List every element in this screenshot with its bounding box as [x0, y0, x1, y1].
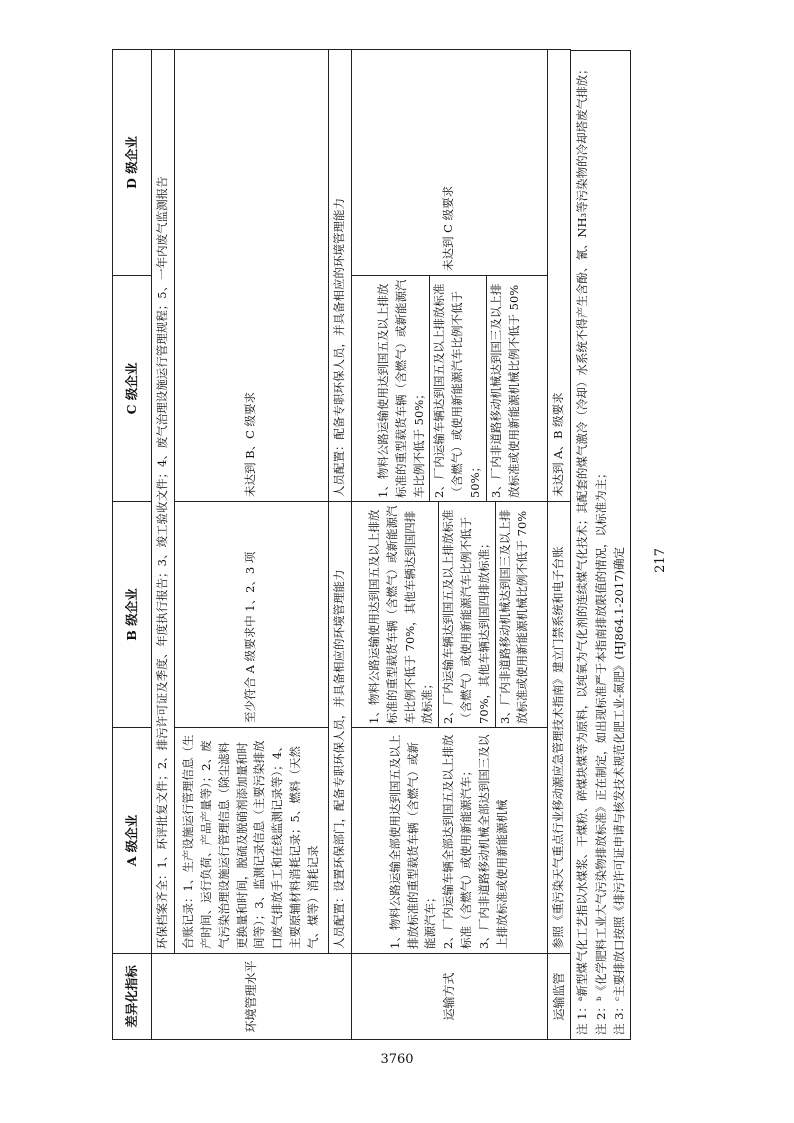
env-staff-ab: 人员配置：设置环保部门，配备专职环保人员，并具备相应的环境管理能力	[328, 502, 351, 954]
transport-a-2: 2、厂内运输车辆全部达到国五及以上排放标准（含燃气）或使用新能源汽车；	[441, 734, 474, 949]
header-a: A 级企业	[113, 728, 152, 954]
env-staff-cd: 人员配置：配备专职环保人员，并具备相应的环境管理能力	[328, 50, 351, 502]
transport-b-3: 3、厂内非道路移动机械达到国三及以上排放标准或使用新能源机械比例不低于 70%	[497, 509, 530, 724]
transport-b-1: 1、物料公路运输使用达到国五及以上排放标准的重型载货车辆（含燃气）或新能源汽车比例不低于 70%，其他车辆达到国四排放标准；	[365, 502, 439, 727]
header-c: C 级企业	[113, 276, 152, 502]
table-row	[328, 50, 351, 1040]
env-ledger-cd: 未达到 B、C 级要求	[174, 50, 328, 502]
transport-a-3: 3、厂内非道路移动机械全部达到国三及以上排放标准或使用新能源机械	[476, 734, 509, 949]
monitor-cd: 未达到 A、B 级要求	[547, 50, 571, 502]
diff-indicator-table	[112, 49, 571, 1040]
table-row	[351, 50, 547, 1040]
table-row	[547, 50, 571, 1040]
transport-c-2: 2、厂内运输车辆达到国五及以上排放标准（含燃气）或使用新能源汽车比例不低于 50%；	[430, 276, 486, 501]
transport-a	[351, 728, 547, 954]
transport-c-list	[374, 276, 525, 501]
env-ledger-b: 至少符合 A 级要求中 1、2、3 项	[174, 502, 328, 728]
note-1: 注 1：ᵃ新型煤气化工艺指以水煤浆、干煤粉、碎煤块煤等为原料，以纯氧为气化剂的连续煤气化技术；其配套的煤气激冷（冷却）水系统不得产生含酚、氰、NH₃等污染物的冷却塔废气排放；	[575, 63, 590, 1035]
rotated-table-area	[112, 50, 794, 1050]
monitor-label: 运输监管	[547, 954, 571, 1040]
table-notes	[571, 50, 631, 1040]
transport-label: 运输方式	[351, 954, 547, 1040]
rotated-page-number: 217	[652, 548, 668, 573]
env-archive: 环保档案齐全：1、环评批复文件；2、排污许可证及季度、年度执行报告；3、竣工验收文件；4、废气治理设施运行管理规程；5、一年内废气监测报告	[152, 50, 175, 954]
transport-b-list	[365, 502, 533, 727]
transport-c-3: 3、厂内非道路移动机械达到国三及以上排放标准或使用新能源机械比例不低于 50%	[488, 283, 521, 498]
transport-c-1: 1、物料公路运输使用达到国五及以上排放标准的重型载货车辆（含燃气）或新能源汽车比例不低于 50%；	[374, 276, 430, 501]
transport-b	[351, 502, 547, 728]
note-2: 注 2：ᵇ《化学肥料工业大气污染物排放标准》正在制定，如出现标准严于本指南排放限值的情况，以标准为主；	[593, 467, 608, 1035]
env-ledger-a: 台账记录：1、生产设施运行管理信息（生产时间、运行负荷、产品产量等）；2、废气污染治理设施运行管理信息（除尘滤料更换量和时间，脱硫及脱硝剂添加量和时间等）；3、监测记录信息（主要污染排放口废气排放手工和在线监测记录等）；4、主要原辅材料消耗记录；5、燃料（天然气、煤等）消耗记录	[174, 728, 328, 954]
monitor-ab: 参照《重污染天气重点行业移动源应急管理技术指南》建立门禁系统和电子台账	[547, 502, 571, 954]
transport-d: 未达到 C 级要求	[351, 50, 547, 276]
table-header-row	[113, 50, 152, 1040]
transport-b-2: 2、厂内运输车辆达到国五及以上排放标准（含燃气）或使用新能源汽车比例不低于 70%，其他车辆达到国四排放标准；	[439, 502, 495, 727]
transport-a-1: 1、物料公路运输全部使用达到国五及以上排放标准的重型载货车辆（含燃气）或新能源汽车；	[387, 734, 438, 949]
table-row	[174, 50, 328, 1040]
header-b: B 级企业	[113, 502, 152, 728]
rotated-content	[112, 50, 794, 1040]
env-label: 环境管理水平	[152, 954, 352, 1040]
table-row	[152, 50, 175, 1040]
header-indicator: 差异化指标	[113, 954, 152, 1040]
page-number: 3760	[380, 1052, 414, 1067]
transport-c	[351, 276, 547, 502]
note-3: 注 3：ᶜ主要排放口按照《排污许可证申请与核发技术规范化肥工业-氮肥》(HJ864.1-2017)确定	[612, 546, 626, 1035]
header-d: D 级企业	[113, 50, 152, 276]
